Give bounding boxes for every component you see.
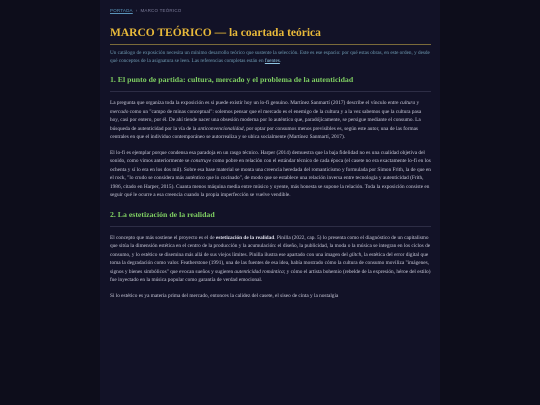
page [100, 0, 440, 405]
breadcrumb-home-link[interactable]: PORTADA [110, 8, 133, 13]
section2-paragraph-1 [110, 234, 431, 285]
text-run: Si lo estético es ya materia prima del mercado, entonces la calidez del casete, el siseo de cinta y la nostalgia [110, 292, 339, 299]
breadcrumb [110, 8, 431, 16]
emphasis-text: cultura [399, 100, 416, 107]
text-run: El concepto que más sostiene el proyecto es el de [110, 234, 216, 241]
emphasis-text: construye [190, 158, 212, 165]
sources-link[interactable]: fuentes [264, 57, 280, 64]
section1-paragraph-2 [110, 149, 431, 200]
page-title: MARCO TEÓRICO — la coartada teórica [110, 27, 321, 39]
strong-text: estetización de la realidad [215, 234, 275, 241]
intro-text: Un catálogo de exposición necesita un mínimo desarrollo teórico que sustente la selección. Este es ese espacio: por qué estas obras, en este orden, y desde qué conceptos de la asignatura se leen. Las referencias completas están en [110, 50, 430, 64]
section1-paragraph-1 [110, 99, 431, 142]
section-divider-1 [110, 91, 431, 92]
emphasis-text: autenticidad romántica [234, 268, 284, 275]
breadcrumb-separator: › [135, 8, 138, 13]
intro-paragraph [110, 50, 431, 65]
emphasis-text: anticonvencionalidad [197, 125, 244, 132]
section2-paragraph-2 [110, 292, 431, 301]
emphasis-text: glitch [349, 251, 362, 258]
text-run: El lo-fi es ejemplar porque condensa esa paradoja en un rasgo técnico. Harper (2014) demuestra que la baja fidelidad no es una cualidad objetiva del sonido, como vimos anteriormente se [110, 149, 425, 165]
section-heading-2: 2. La estetización de la realidad [110, 209, 215, 219]
section-heading-1: 1. El punto de partida: cultura, mercado y el problema de la autenticidad [110, 75, 354, 85]
text-run: como pobre en relación con el estándar técnico de cada época (el casete no era exactamente lo-fi en los ochenta y sí lo era en los dos mil). Sobre esa base material se monta una creencia heredada del romanticismo y formulada por Simon Frith, la de que en el rock, "lo crudo se considera más auténtico que lo cocinado", de modo que se establece una relación inversa entre tecnología y autenticidad (Frith, 1986, citado en Harper, 2015). Cuanta menos máquina media entre músico y oyente, más honesta se supone la relación. Toda la exposición consiste en seguir qué le ocurre a esa creencia cuando la propia imperfección se vuelve vendible. [110, 158, 431, 199]
emphasis-text: mercado [110, 108, 129, 115]
text-run: y [415, 100, 420, 107]
text-run: , por optar por consumos menos previsibles es, según este autor, una de las formas centrales en que el individuo contemporáneo se autorrealiza y se ubica socialmente (Martínez Sanmartí, 2017). [110, 125, 418, 141]
text-run: La pregunta que organiza toda la exposición es si puede existir hoy un lo-fi genuino. Martínez Sanmartí (2017) describe el vínculo entre [110, 100, 400, 107]
breadcrumb-current: MARCO TEÓRICO [140, 8, 182, 13]
content [100, 0, 440, 300]
text-run: . Pinilla (2022, cap. 5) lo presenta como el diagnóstico de un capitalismo que sitúa la dimensión estética en el centro de la producción y la acumulación: el diseño, la publicidad, la moda o la música se integran en los ciclos de consumo, y lo estético se disemina más allá de sus viejos límites. Pinilla ilustra ese apartado con una imagen del [110, 234, 431, 258]
text-run: , la estética del error digital que toma la degradación como valor. Featherstone (1991), una de las fuentes de esa idea, había mostrado cómo la cultura de consumo moviliza "imágenes, signos y bienes simbólicos" que evocan sueños y sugieren [110, 251, 429, 275]
section-divider-2 [110, 226, 431, 227]
intro-end: . [279, 57, 282, 64]
title-divider [110, 44, 431, 45]
text-run: ; y cómo el artista bohemio (rebelde de la expresión, héroe del estilo) fue inyectado en la música popular como garantía de verdad emocional. [110, 268, 431, 284]
text-run: como un "campo de minas conceptual": solemos pensar que el mercado es el enemigo de la cultura y a la vez sabemos que la cultura pasa hoy, casi por entero, por él. De ahí tiende nacer una obsesión moderna por lo auténtico que, paradójicamente, se persigue mediante el consumo. La búsqueda de autenticidad por la vía de la [110, 108, 422, 132]
